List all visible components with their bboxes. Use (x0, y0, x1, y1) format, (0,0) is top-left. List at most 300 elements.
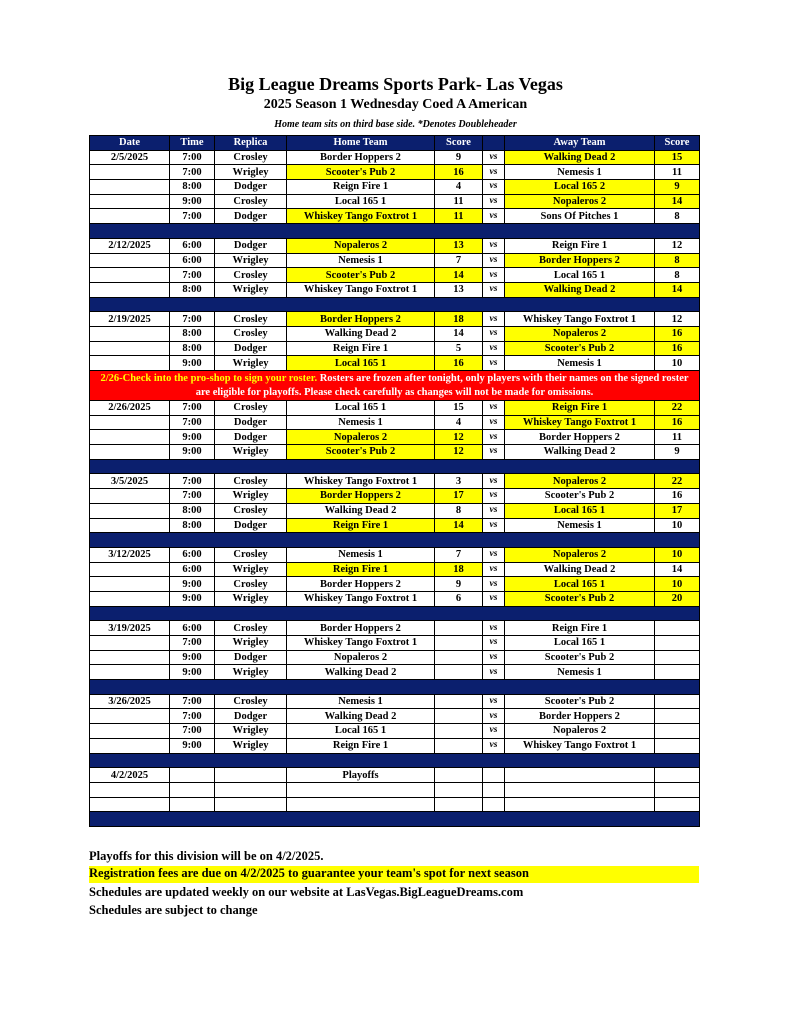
game-time: 7:00 (170, 724, 215, 739)
game-time: 7:00 (170, 165, 215, 180)
away-team: Local 165 2 (505, 180, 655, 195)
game-date: 3/19/2025 (90, 621, 170, 636)
home-score: 12 (435, 430, 483, 445)
home-score: 4 (435, 180, 483, 195)
away-score: 11 (655, 165, 700, 180)
away-score: 16 (655, 489, 700, 504)
home-score: 11 (435, 194, 483, 209)
away-score: 14 (655, 282, 700, 297)
home-score: 8 (435, 503, 483, 518)
away-team: Scooter's Pub 2 (505, 694, 655, 709)
page-title: Big League Dreams Sports Park- Las Vegas (228, 74, 563, 94)
vs-label: vs (483, 415, 505, 430)
home-team: Whiskey Tango Foxtrot 1 (287, 282, 435, 297)
game-row (90, 665, 700, 680)
game-date: 3/26/2025 (90, 694, 170, 709)
vs-label: vs (483, 650, 505, 665)
game-time: 8:00 (170, 180, 215, 195)
home-team: Local 165 1 (287, 401, 435, 416)
empty-cell (483, 782, 505, 797)
home-team: Walking Dead 2 (287, 326, 435, 341)
vs-label: vs (483, 401, 505, 416)
home-team: Nemesis 1 (287, 694, 435, 709)
home-score: 16 (435, 356, 483, 371)
game-field: Wrigley (215, 562, 287, 577)
away-score: 22 (655, 474, 700, 489)
empty-cell (505, 797, 655, 812)
game-field: Crosley (215, 694, 287, 709)
week-separator (90, 606, 700, 621)
notice-lead-text: 2/26-Check into the pro-shop to sign your roster. (100, 372, 318, 384)
home-team: Reign Fire 1 (287, 180, 435, 195)
home-score: 9 (435, 577, 483, 592)
game-row (90, 445, 700, 460)
playoffs-cell (655, 768, 700, 783)
home-team: Scooter's Pub 2 (287, 445, 435, 460)
away-score: 17 (655, 503, 700, 518)
away-score: 8 (655, 209, 700, 224)
away-team: Reign Fire 1 (505, 401, 655, 416)
game-date (90, 253, 170, 268)
game-row (90, 724, 700, 739)
game-time: 8:00 (170, 518, 215, 533)
playoffs-cell (483, 768, 505, 783)
week-separator (90, 812, 700, 827)
vs-label: vs (483, 312, 505, 327)
game-row (90, 503, 700, 518)
game-field: Dodger (215, 650, 287, 665)
game-row (90, 326, 700, 341)
home-team: Reign Fire 1 (287, 341, 435, 356)
game-time: 6:00 (170, 547, 215, 562)
vs-label: vs (483, 474, 505, 489)
separator-bar (90, 680, 700, 695)
vs-label: vs (483, 621, 505, 636)
notice-body-text: Rosters are frozen after tonight, only players with their names on the signed roster are eligible for playoffs. Please check carefully as changes will not be made for omissions. (195, 372, 689, 398)
vs-label: vs (483, 503, 505, 518)
away-score: 15 (655, 150, 700, 165)
game-field: Dodger (215, 209, 287, 224)
col-date: Date (90, 136, 170, 151)
home-team: Nemesis 1 (287, 415, 435, 430)
game-row (90, 430, 700, 445)
home-team: Nopaleros 2 (287, 430, 435, 445)
away-score: 16 (655, 341, 700, 356)
vs-label: vs (483, 282, 505, 297)
empty-cell (90, 782, 170, 797)
game-time: 9:00 (170, 445, 215, 460)
away-score (655, 621, 700, 636)
week-separator (90, 297, 700, 312)
game-date (90, 709, 170, 724)
home-score (435, 665, 483, 680)
game-date (90, 738, 170, 753)
game-field: Crosley (215, 577, 287, 592)
game-time: 7:00 (170, 636, 215, 651)
vs-label: vs (483, 165, 505, 180)
roster-notice (90, 371, 700, 401)
game-field: Dodger (215, 341, 287, 356)
game-date (90, 489, 170, 504)
away-score: 22 (655, 401, 700, 416)
home-team: Border Hoppers 2 (287, 621, 435, 636)
game-time: 7:00 (170, 474, 215, 489)
game-row (90, 165, 700, 180)
game-time: 8:00 (170, 503, 215, 518)
away-score: 10 (655, 518, 700, 533)
game-date (90, 562, 170, 577)
game-time: 9:00 (170, 194, 215, 209)
home-score (435, 724, 483, 739)
home-team: Nopaleros 2 (287, 238, 435, 253)
game-date: 2/26/2025 (90, 401, 170, 416)
col-away-team: Away Team (505, 136, 655, 151)
vs-label: vs (483, 547, 505, 562)
away-team: Nopaleros 2 (505, 724, 655, 739)
away-score (655, 650, 700, 665)
vs-label: vs (483, 577, 505, 592)
game-time: 6:00 (170, 238, 215, 253)
home-score: 14 (435, 518, 483, 533)
game-field: Crosley (215, 194, 287, 209)
vs-label: vs (483, 665, 505, 680)
away-team: Whiskey Tango Foxtrot 1 (505, 312, 655, 327)
game-field: Crosley (215, 474, 287, 489)
away-team: Nopaleros 2 (505, 474, 655, 489)
away-score: 16 (655, 415, 700, 430)
away-team: Walking Dead 2 (505, 282, 655, 297)
game-row (90, 738, 700, 753)
game-field: Wrigley (215, 724, 287, 739)
home-score: 7 (435, 253, 483, 268)
away-team: Border Hoppers 2 (505, 709, 655, 724)
game-field: Wrigley (215, 165, 287, 180)
empty-cell (287, 797, 435, 812)
week-separator (90, 680, 700, 695)
vs-label: vs (483, 253, 505, 268)
away-team: Nopaleros 2 (505, 547, 655, 562)
home-score: 13 (435, 282, 483, 297)
game-time: 9:00 (170, 591, 215, 606)
away-team: Walking Dead 2 (505, 562, 655, 577)
game-row (90, 518, 700, 533)
away-team: Whiskey Tango Foxtrot 1 (505, 738, 655, 753)
game-row (90, 268, 700, 283)
game-date (90, 356, 170, 371)
game-date: 3/12/2025 (90, 547, 170, 562)
game-time: 9:00 (170, 356, 215, 371)
game-time: 9:00 (170, 650, 215, 665)
home-score (435, 709, 483, 724)
away-score: 10 (655, 577, 700, 592)
vs-label: vs (483, 326, 505, 341)
vs-label: vs (483, 180, 505, 195)
game-field: Dodger (215, 238, 287, 253)
game-time: 9:00 (170, 738, 215, 753)
game-field: Crosley (215, 401, 287, 416)
game-row (90, 650, 700, 665)
col-home-score: Score (435, 136, 483, 151)
separator-bar (90, 753, 700, 768)
game-field: Wrigley (215, 636, 287, 651)
away-score: 12 (655, 312, 700, 327)
away-score: 11 (655, 430, 700, 445)
home-team: Walking Dead 2 (287, 503, 435, 518)
game-date (90, 503, 170, 518)
game-row (90, 341, 700, 356)
home-team: Whiskey Tango Foxtrot 1 (287, 636, 435, 651)
empty-cell (505, 782, 655, 797)
empty-cell (170, 797, 215, 812)
away-team: Reign Fire 1 (505, 238, 655, 253)
home-score: 14 (435, 268, 483, 283)
home-score: 15 (435, 401, 483, 416)
empty-cell (483, 797, 505, 812)
game-field: Dodger (215, 180, 287, 195)
home-team: Nemesis 1 (287, 547, 435, 562)
game-time: 8:00 (170, 282, 215, 297)
game-date (90, 282, 170, 297)
empty-cell (655, 797, 700, 812)
game-date (90, 326, 170, 341)
game-row (90, 562, 700, 577)
home-score: 14 (435, 326, 483, 341)
home-score: 11 (435, 209, 483, 224)
week-separator (90, 224, 700, 239)
playoffs-row (90, 768, 700, 783)
vs-label: vs (483, 445, 505, 460)
away-team: Scooter's Pub 2 (505, 341, 655, 356)
away-team: Nemesis 1 (505, 665, 655, 680)
game-field: Wrigley (215, 356, 287, 371)
game-date (90, 518, 170, 533)
game-row (90, 577, 700, 592)
away-team: Scooter's Pub 2 (505, 591, 655, 606)
vs-label: vs (483, 591, 505, 606)
header-row (90, 136, 700, 151)
home-team: Scooter's Pub 2 (287, 268, 435, 283)
home-team: Walking Dead 2 (287, 665, 435, 680)
home-team: Whiskey Tango Foxtrot 1 (287, 591, 435, 606)
schedule-note: Home team sits on third base side. *Denotes Doubleheader (274, 119, 517, 130)
game-row (90, 415, 700, 430)
week-separator (90, 459, 700, 474)
separator-bar (90, 533, 700, 548)
game-date (90, 209, 170, 224)
away-team: Local 165 1 (505, 268, 655, 283)
roster-notice-row (90, 371, 700, 401)
game-date (90, 636, 170, 651)
game-row (90, 621, 700, 636)
vs-label: vs (483, 341, 505, 356)
away-score: 12 (655, 238, 700, 253)
playoffs-cell (505, 768, 655, 783)
away-team: Walking Dead 2 (505, 445, 655, 460)
game-row (90, 709, 700, 724)
vs-label: vs (483, 430, 505, 445)
week-separator (90, 533, 700, 548)
game-time: 7:00 (170, 268, 215, 283)
col-time: Time (170, 136, 215, 151)
empty-cell (435, 782, 483, 797)
game-time: 7:00 (170, 709, 215, 724)
home-team: Nemesis 1 (287, 253, 435, 268)
game-date (90, 665, 170, 680)
vs-label: vs (483, 209, 505, 224)
home-team: Whiskey Tango Foxtrot 1 (287, 209, 435, 224)
away-score: 14 (655, 194, 700, 209)
home-score (435, 694, 483, 709)
vs-label: vs (483, 489, 505, 504)
game-date: 3/5/2025 (90, 474, 170, 489)
vs-label: vs (483, 636, 505, 651)
away-team: Local 165 1 (505, 636, 655, 651)
game-time: 7:00 (170, 401, 215, 416)
home-score: 3 (435, 474, 483, 489)
away-team: Walking Dead 2 (505, 150, 655, 165)
game-date (90, 724, 170, 739)
game-row (90, 591, 700, 606)
playoffs-cell (215, 768, 287, 783)
empty-cell (215, 782, 287, 797)
game-field: Wrigley (215, 665, 287, 680)
empty-cell (215, 797, 287, 812)
away-score: 20 (655, 591, 700, 606)
game-time: 6:00 (170, 562, 215, 577)
game-time: 6:00 (170, 253, 215, 268)
vs-label: vs (483, 724, 505, 739)
game-row (90, 401, 700, 416)
week-separator (90, 753, 700, 768)
separator-bar (90, 606, 700, 621)
vs-label: vs (483, 694, 505, 709)
game-row (90, 209, 700, 224)
game-row (90, 547, 700, 562)
game-row (90, 253, 700, 268)
home-team: Border Hoppers 2 (287, 312, 435, 327)
home-score: 16 (435, 165, 483, 180)
game-row (90, 312, 700, 327)
game-field: Crosley (215, 312, 287, 327)
vs-label: vs (483, 194, 505, 209)
vs-label: vs (483, 150, 505, 165)
playoffs-cell (435, 768, 483, 783)
game-field: Crosley (215, 621, 287, 636)
home-team: Local 165 1 (287, 724, 435, 739)
playoffs-date: 4/2/2025 (90, 768, 170, 783)
away-score (655, 694, 700, 709)
footer-change-note: Schedules are subject to change (89, 903, 258, 917)
home-score: 18 (435, 562, 483, 577)
home-team: Nopaleros 2 (287, 650, 435, 665)
game-date (90, 180, 170, 195)
game-field: Wrigley (215, 253, 287, 268)
away-score: 16 (655, 326, 700, 341)
vs-label: vs (483, 738, 505, 753)
game-field: Crosley (215, 268, 287, 283)
game-time: 7:00 (170, 489, 215, 504)
game-field: Dodger (215, 430, 287, 445)
empty-cell (90, 797, 170, 812)
game-date (90, 415, 170, 430)
game-field: Crosley (215, 547, 287, 562)
home-team: Border Hoppers 2 (287, 577, 435, 592)
away-team: Scooter's Pub 2 (505, 489, 655, 504)
home-score (435, 636, 483, 651)
away-team: Sons Of Pitches 1 (505, 209, 655, 224)
game-row (90, 474, 700, 489)
home-score: 18 (435, 312, 483, 327)
game-field: Dodger (215, 518, 287, 533)
game-date (90, 194, 170, 209)
game-date (90, 445, 170, 460)
away-score: 10 (655, 356, 700, 371)
game-field: Wrigley (215, 738, 287, 753)
away-score (655, 724, 700, 739)
empty-cell (655, 782, 700, 797)
away-score (655, 636, 700, 651)
game-time: 8:00 (170, 341, 215, 356)
game-field: Crosley (215, 326, 287, 341)
home-score (435, 650, 483, 665)
playoffs-cell (170, 768, 215, 783)
game-row (90, 636, 700, 651)
home-team: Local 165 1 (287, 194, 435, 209)
home-team: Local 165 1 (287, 356, 435, 371)
home-team: Border Hoppers 2 (287, 489, 435, 504)
footer-playoffs-note: Playoffs for this division will be on 4/2/2025. (89, 849, 324, 863)
home-score: 17 (435, 489, 483, 504)
home-score: 13 (435, 238, 483, 253)
away-score: 9 (655, 180, 700, 195)
game-time: 7:00 (170, 150, 215, 165)
game-field: Dodger (215, 709, 287, 724)
game-field: Dodger (215, 415, 287, 430)
away-team: Border Hoppers 2 (505, 253, 655, 268)
home-score (435, 738, 483, 753)
home-team: Scooter's Pub 2 (287, 165, 435, 180)
away-team: Local 165 1 (505, 503, 655, 518)
away-score: 8 (655, 253, 700, 268)
col-replica: Replica (215, 136, 287, 151)
game-field: Crosley (215, 503, 287, 518)
game-row (90, 489, 700, 504)
vs-label: vs (483, 356, 505, 371)
game-date (90, 165, 170, 180)
away-score (655, 738, 700, 753)
empty-cell (287, 782, 435, 797)
home-score: 12 (435, 445, 483, 460)
home-score: 7 (435, 547, 483, 562)
game-field: Wrigley (215, 282, 287, 297)
home-team: Reign Fire 1 (287, 738, 435, 753)
game-time: 9:00 (170, 665, 215, 680)
home-score (435, 621, 483, 636)
game-date: 2/12/2025 (90, 238, 170, 253)
game-row (90, 150, 700, 165)
playoffs-label: Playoffs (287, 768, 435, 783)
away-team: Scooter's Pub 2 (505, 650, 655, 665)
game-date: 2/19/2025 (90, 312, 170, 327)
game-time: 7:00 (170, 694, 215, 709)
away-team: Nemesis 1 (505, 518, 655, 533)
schedule-table (89, 135, 700, 827)
game-date (90, 430, 170, 445)
vs-label: vs (483, 709, 505, 724)
away-team: Whiskey Tango Foxtrot 1 (505, 415, 655, 430)
empty-cell (170, 782, 215, 797)
away-score: 10 (655, 547, 700, 562)
